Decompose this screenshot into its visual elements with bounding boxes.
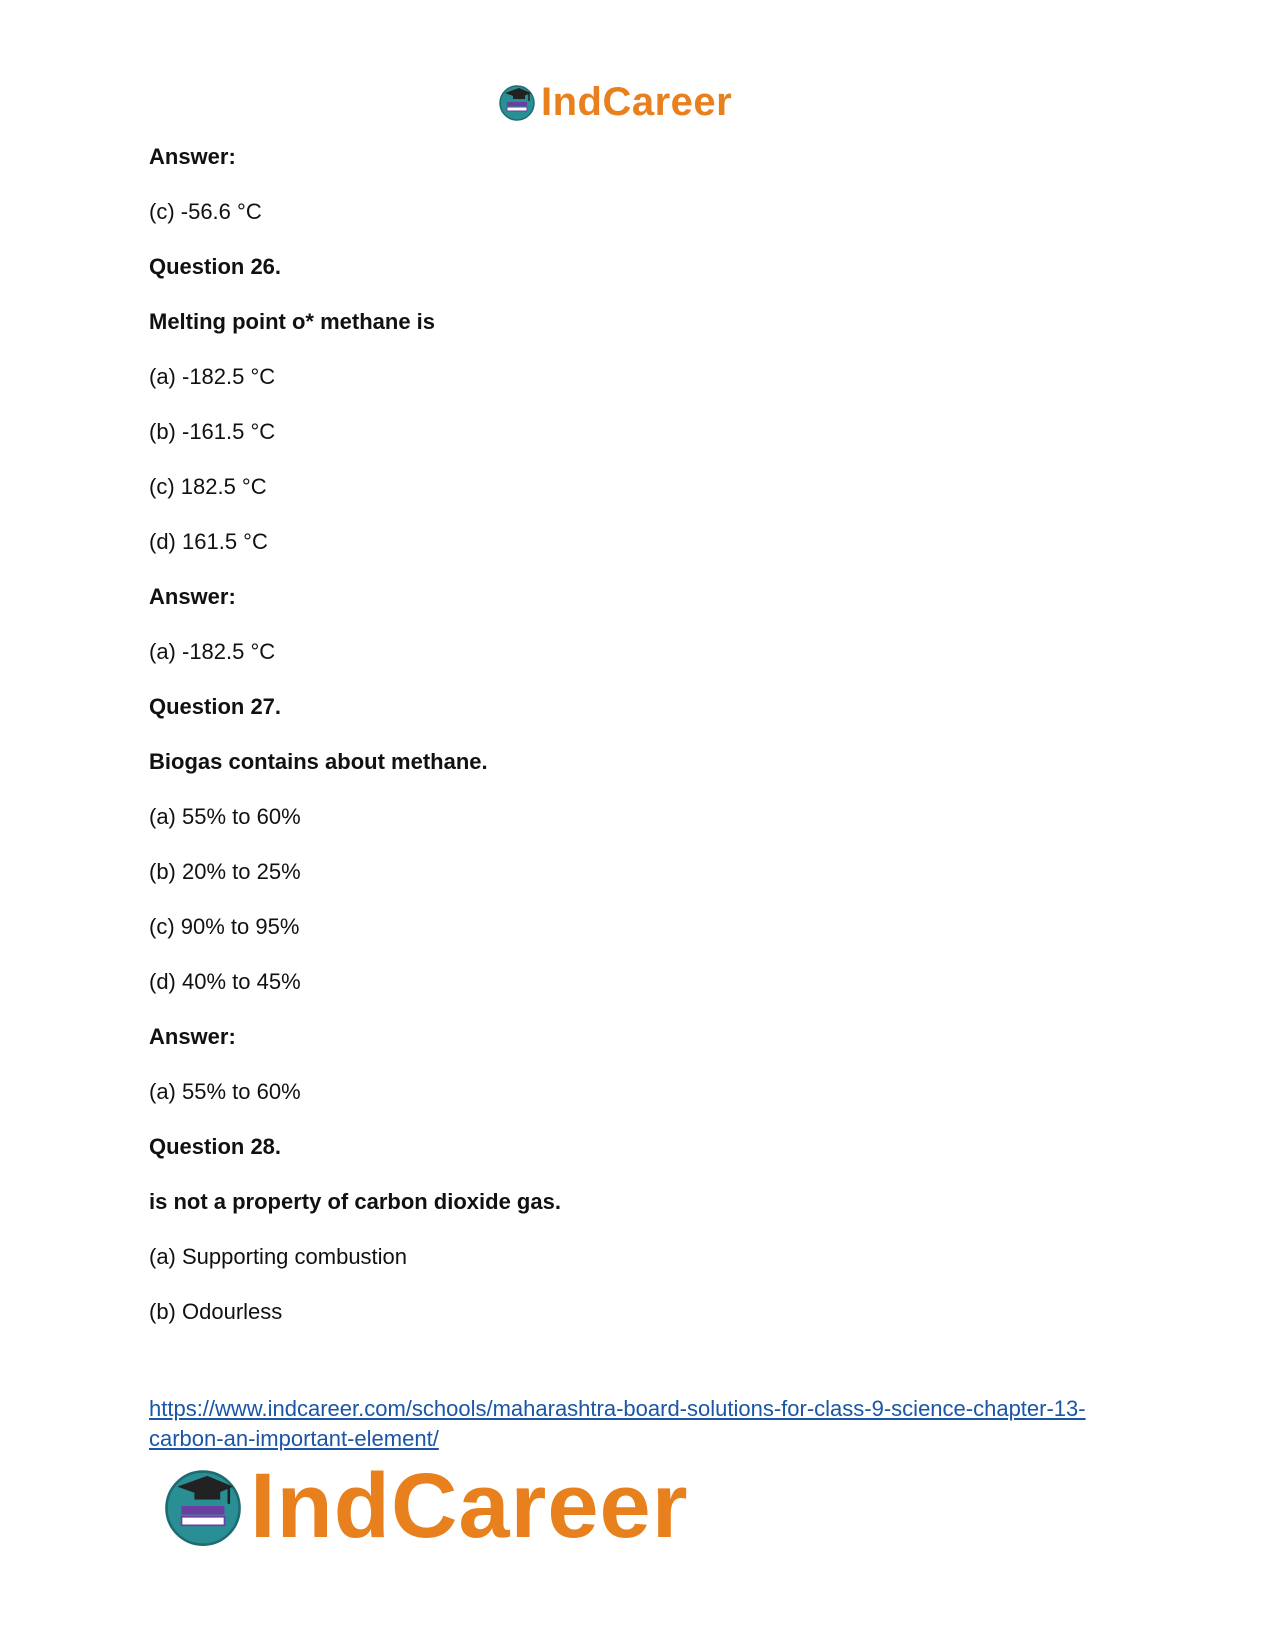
question-heading: Question 26.: [149, 254, 282, 279]
document-body: [149, 144, 1149, 1354]
question-text: Biogas contains about methane.: [149, 749, 488, 774]
header-logo: [497, 78, 732, 126]
answer-text: (a) -182.5 °C: [149, 639, 276, 664]
question-text: is not a property of carbon dioxide gas.: [149, 1189, 561, 1214]
answer-label: Answer:: [149, 1024, 236, 1049]
option-d: (d) 40% to 45%: [149, 969, 301, 994]
option-c: (c) 182.5 °C: [149, 474, 267, 499]
option-b: (b) 20% to 25%: [149, 859, 301, 884]
answer-text: (a) 55% to 60%: [149, 1079, 301, 1104]
option-a: (a) -182.5 °C: [149, 364, 276, 389]
logo-wordmark: IndCareer: [541, 80, 733, 124]
url-line-1: https://www.indcareer.com/schools/maharashtra-board-solutions-for-class-9-science-chapter-13-: [149, 1396, 1086, 1421]
answer-label: Answer:: [149, 584, 236, 609]
question-heading: Question 28.: [149, 1134, 282, 1159]
question-heading: Question 27.: [149, 694, 282, 719]
answer-text: (c) -56.6 °C: [149, 199, 262, 224]
option-d: (d) 161.5 °C: [149, 529, 268, 554]
option-a: (a) Supporting combustion: [149, 1244, 408, 1269]
option-b: (b) -161.5 °C: [149, 419, 276, 444]
option-b: (b) Odourless: [149, 1299, 283, 1324]
url-line-2: carbon-an-important-element/: [149, 1426, 439, 1451]
source-url-link[interactable]: [149, 1394, 1149, 1454]
question-text: Melting point o* methane is: [149, 309, 436, 334]
logo-wordmark: IndCareer: [250, 1455, 689, 1557]
option-a: (a) 55% to 60%: [149, 804, 301, 829]
graduation-globe-icon: [497, 82, 537, 122]
answer-label: Answer:: [149, 144, 236, 169]
footer-logo: [160, 1455, 689, 1557]
graduation-globe-icon: [160, 1463, 246, 1549]
option-c: (c) 90% to 95%: [149, 914, 300, 939]
